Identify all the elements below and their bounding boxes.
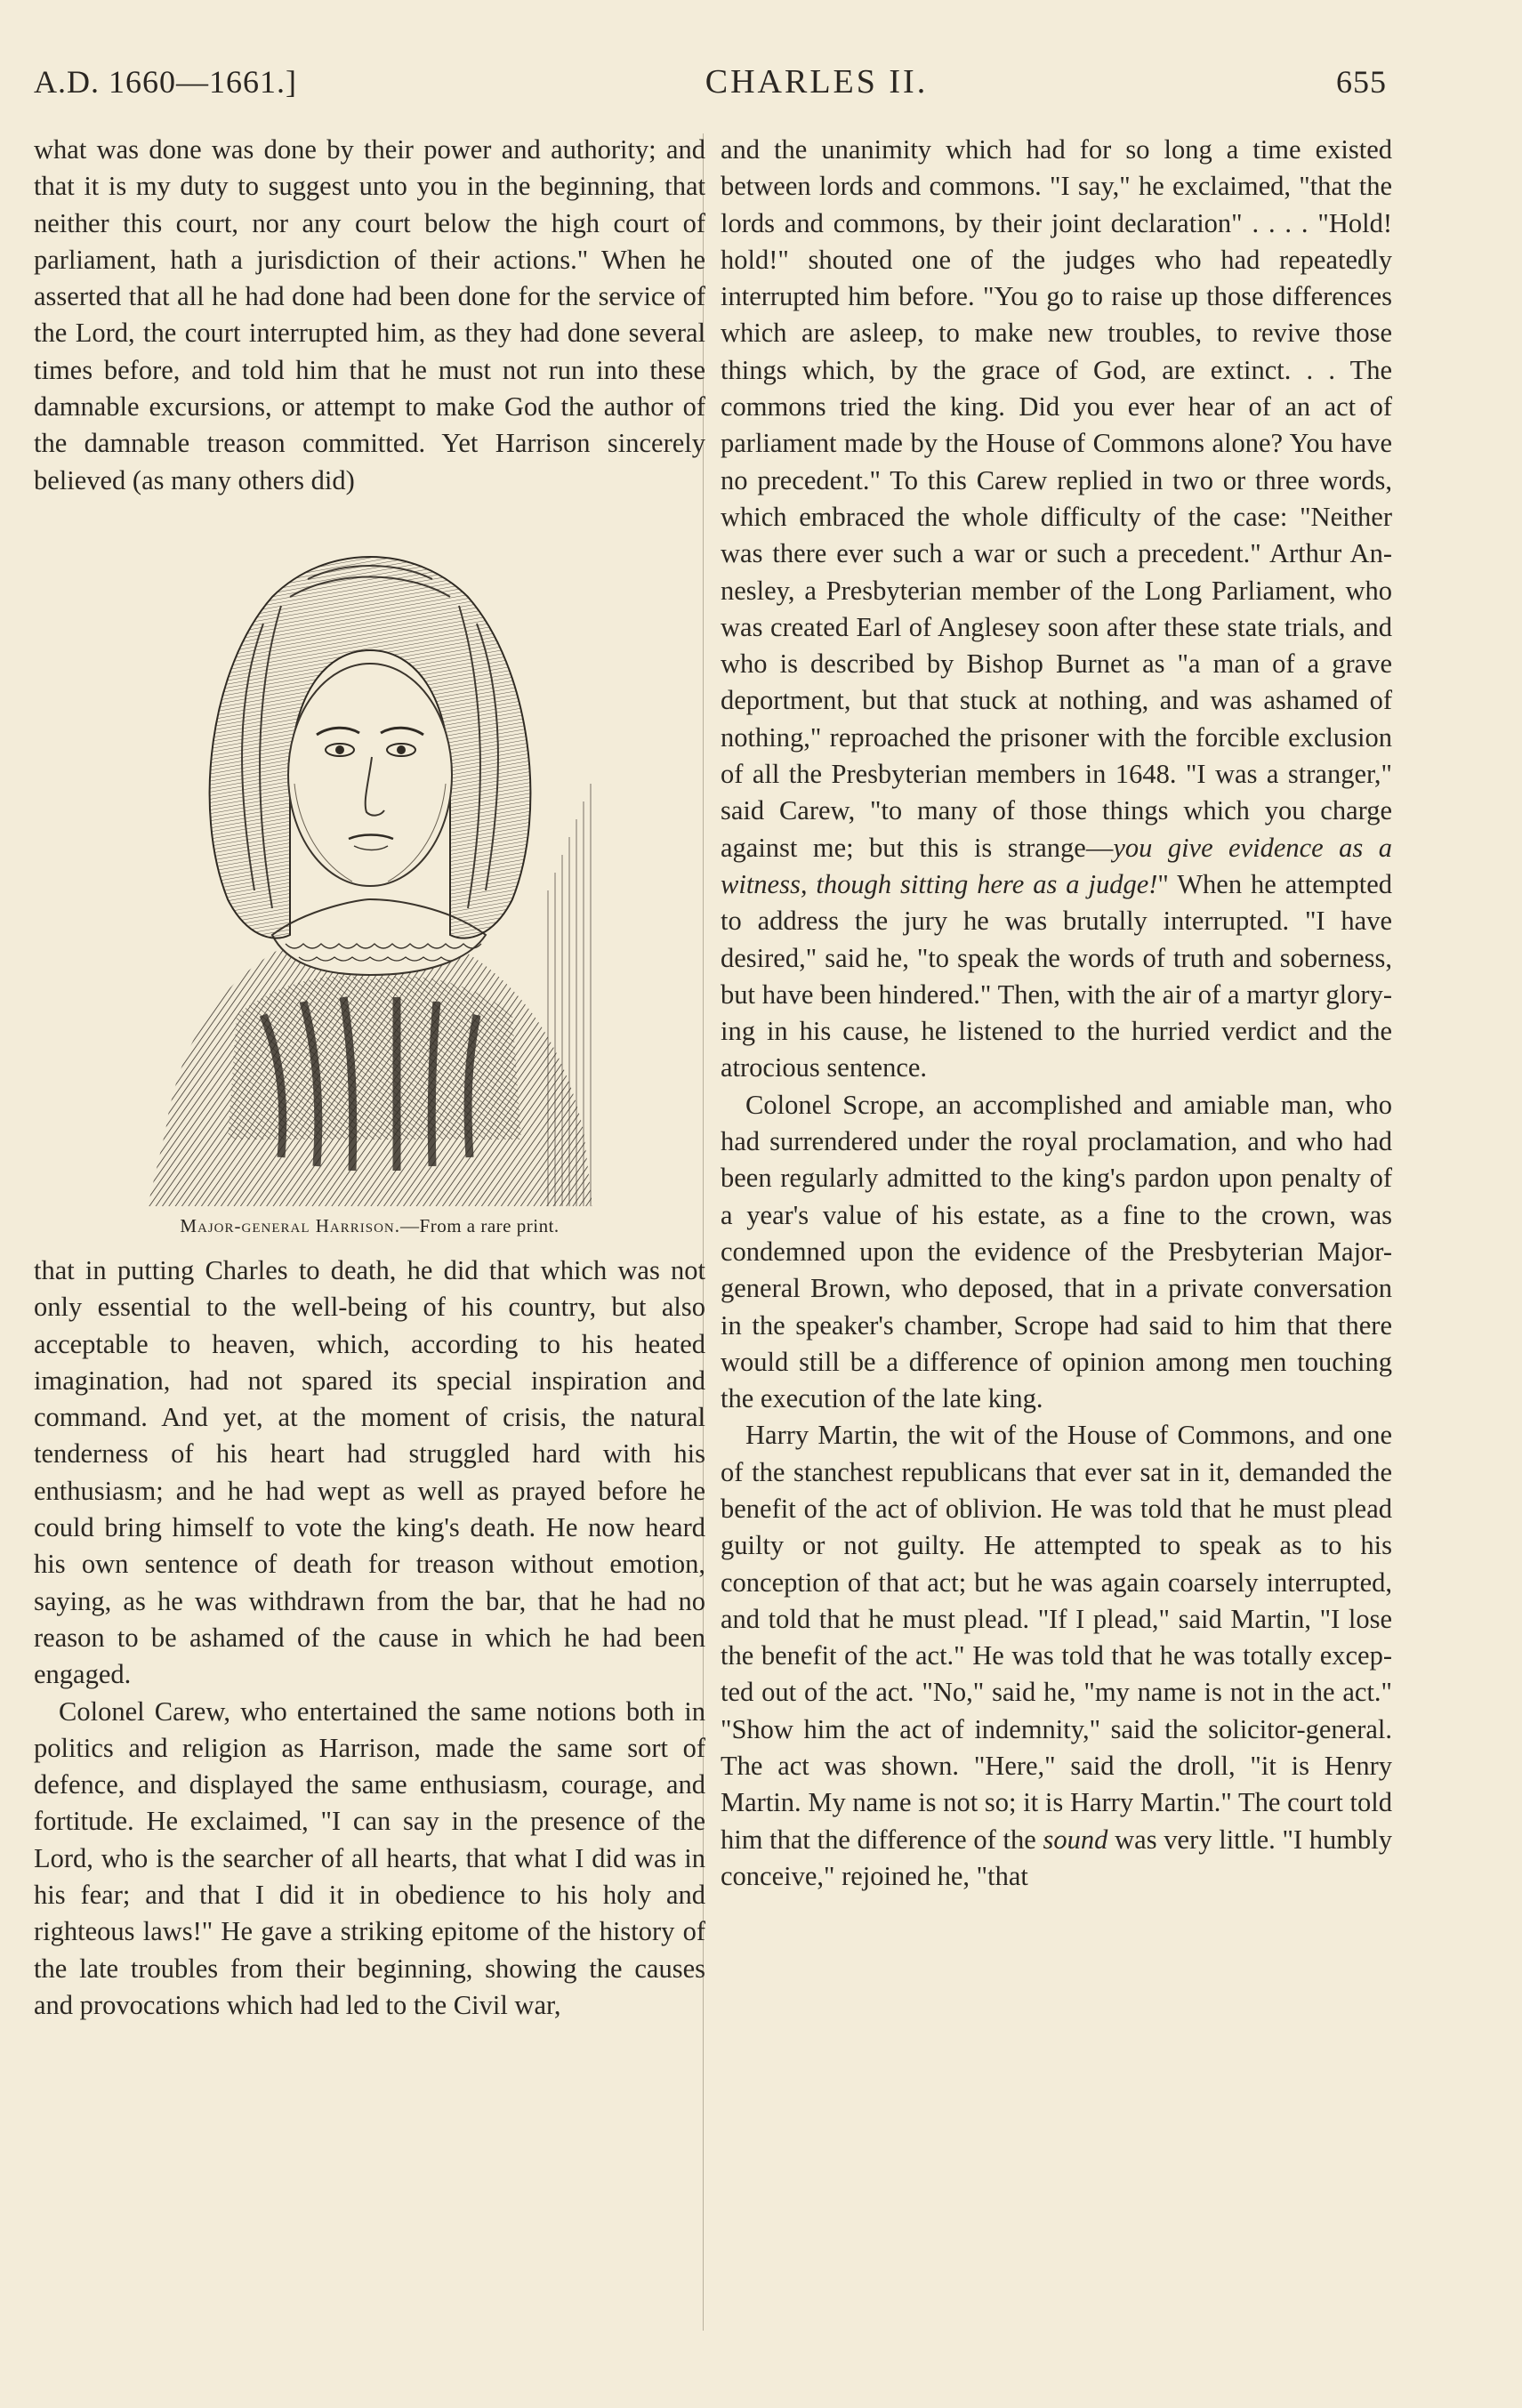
portrait-figure <box>34 517 705 1238</box>
header-title: CHARLES II. <box>705 63 929 101</box>
header-date-range: A.D. 1660—1661.] <box>34 64 297 100</box>
page-number: 655 <box>1336 64 1387 100</box>
left-column <box>34 132 705 2024</box>
left-paragraph-1: what was done was done by their power and authority; and that it is my duty to suggest unto you in the beginning, that neither this court, nor any court below the high court of parliament, hath a jurisdiction of their actions." When he asserted that all he had done had been done for the service of the Lord, the court interrupted him, as they had done several times before, and told him that he must not run into these damnable excursions, or attempt to make God the author of the damnable treason committed. Yet Harrison sincerely believed (as many others did) <box>34 134 705 495</box>
right-paragraph-1 <box>721 132 1392 1087</box>
right-paragraph-3-part-b: was very little. "I humbly conceive," rejoined he, "that <box>721 1824 1393 1891</box>
left-paragraph-2: that in putting Charles to death, he did that which was not only essential to the well-being of his country, but also acceptable to heaven, which, according to his heated imagination, had not spared its special inspiration and command. And yet, at the moment of crisis, the natural tenderness of his heart had struggled hard with his enthusiasm; and he had wept as well as prayed before he could bring himself to vote the king's death. He now heard his own sentence of death for treason without emotion, saying, as he was withdrawn from the bar, that he had no reason to be ashamed of the cause in which he had been engaged. <box>34 1254 705 1690</box>
right-paragraph-3-italic: sound <box>1043 1824 1108 1855</box>
right-paragraph-1-italic: you give evidence as a witness, though sitting here as a judge! <box>721 832 1392 899</box>
left-paragraph-3: Colonel Carew, who entertained the same notions both in politics and religion as Harrison, made the same sort of defence, and displayed the same enthusiasm, courage, and fortitude. He exclaimed, "I can say in the presence of the Lord, who is the searcher of all hearts, that what I did was in his fear; and that I did it in obedience to his holy and righteous laws!" He gave a striking epitome of the history of the late troubles from their beginning, showing the causes and provocations which had led to the Civil war, <box>34 1695 705 2020</box>
caption-source: —From a rare print. <box>400 1214 560 1236</box>
right-paragraph-3-part-a: Harry Martin, the wit of the House of Commons, and one of the stanchest republicans that ever sat in it, demanded the benefit of the act of oblivion. He was told that he must plead guilty or not guilty. He attempted to speak as to his conception of that act; but he was again coarsely interrupted, and told that he must plead. "If I plead," said Martin, "I lose the benefit of the act." He was told that he was totally excepted out of the act. "No," said he, "my name is not in the act." "Show him the act of indemnity," said the solicitor-general. The act was shown. "Here," said the droll, "it is Henry Martin. My name is not so; it is Harry Martin." The court told him that the difference of the <box>721 1420 1392 1855</box>
figure-caption <box>34 1213 705 1238</box>
harrison-portrait-engraving <box>130 517 610 1206</box>
right-paragraph-3 <box>721 1417 1392 1895</box>
right-paragraph-2: Colonel Scrope, an accomplished and amiable man, who had surrendered under the royal proclamation, and who had been regularly admitted to the king's pardon upon penalty of a year's value of his estate, as a fine to the crown, was condemned upon the evidence of the Presbyterian Major-general Brown, who deposed, that in a private conversation in the speaker's chamber, Scrope had said to him that there would still be a difference of opinion among men touching the execution of the late king. <box>721 1089 1392 1414</box>
caption-name: Major-general Harrison. <box>180 1214 401 1236</box>
right-paragraph-1-part-b: " When he attempted to address the jury he was brutally interrupted. "I have desired," said he, "to speak the words of truth and soberness, but have been hindered." Then, with the air of a martyr glorying in his cause, he listened to the hurried verdict and the atrocious sentence. <box>721 868 1392 1083</box>
right-column <box>721 132 1392 1895</box>
running-head <box>34 62 1387 107</box>
right-paragraph-1-part-a: and the unanimity which had for so long a time existed between lords and commons. "I say," he exclaimed, "that the lords and commons, by their joint declaration" . . . . "Hold! hold!" shouted one of the judges who had repeatedly interrupted him before. "You go to raise up those differences which are asleep, to make new troubles, to revive those things which, by the grace of God, are extinct. . . The commons tried the king. Did you ever hear of an act of parliament made by the House of Commons alone? You have no precedent." To this Carew replied in two or three words, which embraced the whole difficulty of the case: "Neither was there ever such a war or such a precedent." Arthur Annesley, a Presbyterian member of the Long Parliament, who was created Earl of Anglesey soon after these state trials, and who is described by Bishop Burnet as "a man of a grave deportment, but that stuck at nothing, and was ashamed of nothing," reproached the prisoner with the forcible exclusion of all the Presbyterian members in 1648. "I was a stranger," said Carew, "to many of those things which you charge against me; but this is strange— <box>721 134 1392 863</box>
